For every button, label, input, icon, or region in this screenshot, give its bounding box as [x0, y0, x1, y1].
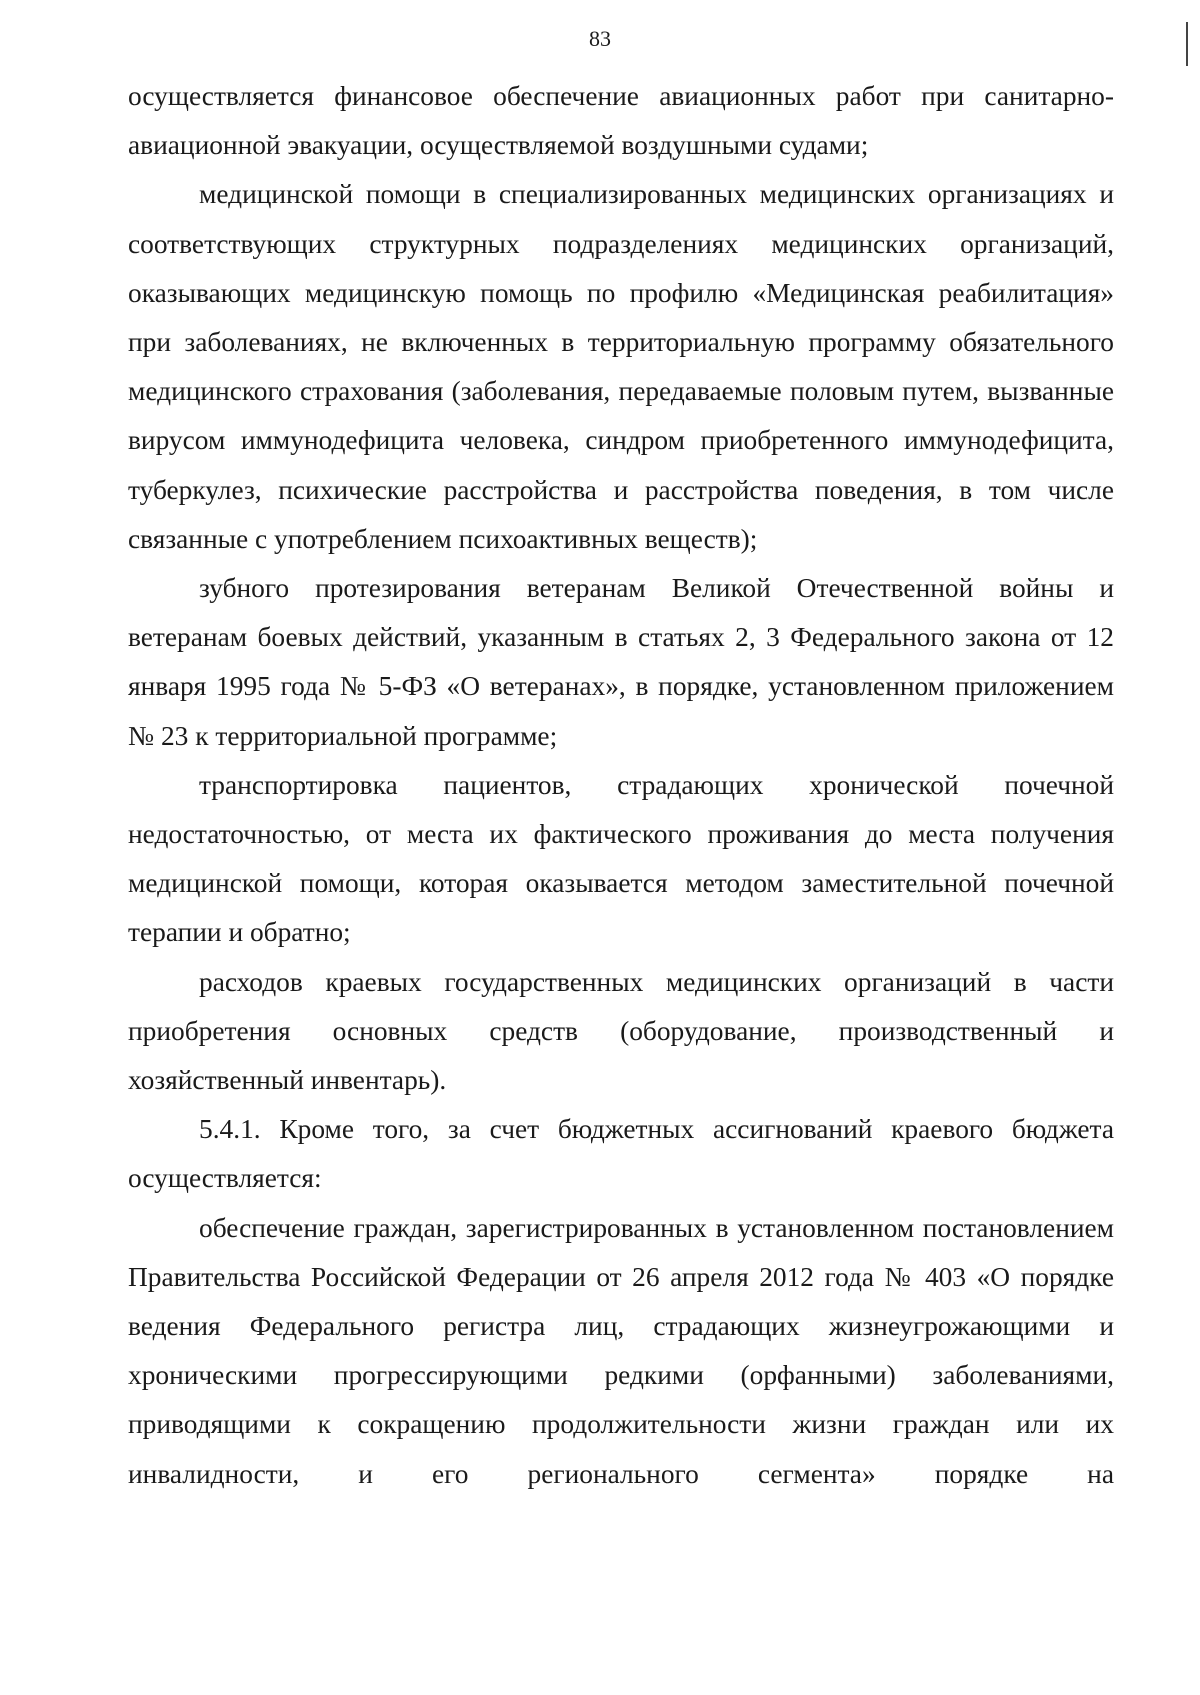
paragraph-aviation-financing: осуществляется финансовое обеспечение авиационных работ при санитарно-авиационной эвакуации, осуществляемой воздушными судами;	[128, 81, 1114, 161]
paragraph-dental-prosthetics: зубного протезирования ветеранам Великой Отечественной войны и ветеранам боевых действий, указанным в статьях 2, 3 Федерального закона от 12 января 1995 года № 5-ФЗ «О ветеранах», в порядке, установленном приложением № 23 к территориальной программе;	[128, 573, 1114, 751]
paragraph-equipment-expenses: расходов краевых государственных медицинских организаций в части приобретения основных средств (оборудование, производственный и хозяйственный инвентарь).	[128, 966, 1114, 1096]
page-number: 83	[589, 26, 611, 51]
paragraph-rehabilitation-care: медицинской помощи в специализированных медицинских организациях и соответствующих структурных подразделениях медицинских организаций, оказывающих медицинскую помощь по профилю «Медицинская реабилитация» при заболеваниях, не включенных в территориальную программу обязательного медицинского страхования (заболевания, передаваемые половым путем, вызванные вирусом иммунодефицита человека, синдром приобретенного иммунодефицита, туберкулез, психические расстройства и расстройства поведения, в том числе связанные с употреблением психоактивных веществ);	[128, 179, 1114, 554]
paragraph-patient-transport: транспортировка пациентов, страдающих хронической почечной недостаточностью, от места их фактического проживания до места получения медицинской помощи, которая оказывается методом заместительной почечной терапии и обратно;	[128, 769, 1114, 948]
paragraph-orphan-diseases: обеспечение граждан, зарегистрированных в установленном постановлением Правительства Российской Федерации от 26 апреля 2012 года № 403 «О порядке ведения Федерального регистра лиц, страдающих жизнеугрожающими и хроническими прогрессирующими редкими (орфанными) заболеваниями, приводящими к сокращению продолжительности жизни граждан или их инвалидности, и его регионального сегмента» порядке на	[128, 1212, 1114, 1489]
paragraph-section-5-4-1: 5.4.1. Кроме того, за счет бюджетных ассигнований краевого бюджета осуществляется:	[128, 1114, 1114, 1194]
document-body	[128, 72, 1114, 1499]
scan-edge-mark	[1186, 22, 1188, 66]
